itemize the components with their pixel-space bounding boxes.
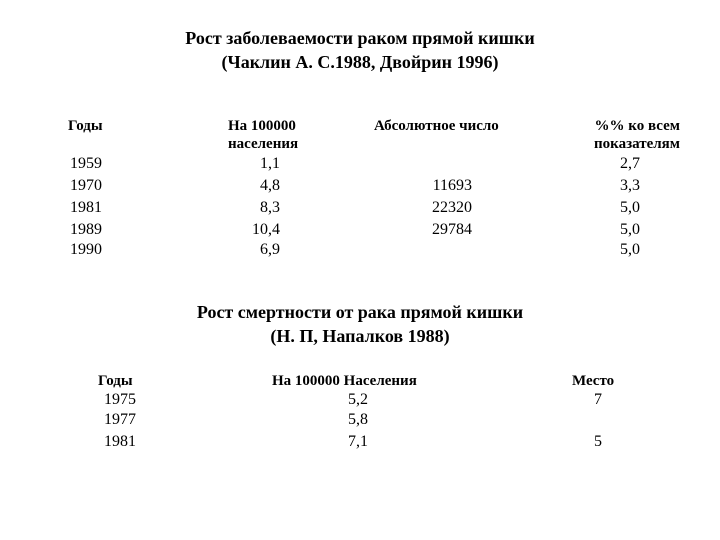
table1-cell-absolute: 11693: [432, 177, 472, 194]
table2-cell-year: 1977: [104, 411, 136, 428]
table2-cell-place: 7: [594, 391, 602, 408]
table2-title-line1: Рост смертности от рака прямой кишки: [196, 302, 524, 322]
table2-cell-place: 5: [594, 433, 602, 450]
table1-header-absolute: Абсолютное число: [374, 118, 499, 134]
table1-cell-per100k: 10,4: [252, 221, 280, 238]
table2-cell-per100k: 5,8: [348, 411, 368, 428]
table2-cell-per100k: 7,1: [348, 433, 368, 450]
table1-cell-percent: 5,0: [620, 221, 640, 238]
table1-cell-percent: 5,0: [620, 241, 640, 258]
table2-cell-per100k: 5,2: [348, 391, 368, 408]
table1-cell-percent: 2,7: [620, 155, 640, 172]
table1-header-years: Годы: [68, 118, 103, 134]
table1-cell-per100k: 8,3: [260, 199, 280, 216]
table1-cell-year: 1981: [70, 199, 102, 216]
table1-cell-absolute: 22320: [432, 199, 472, 216]
table2-cell-year: 1981: [104, 433, 136, 450]
table1-cell-per100k: 6,9: [260, 241, 280, 258]
table2-header-per100k: На 100000 Населения: [272, 373, 417, 389]
table1-header-percent-line2: показателям: [594, 136, 680, 152]
table1-cell-year: 1989: [70, 221, 102, 238]
table1-cell-percent: 3,3: [620, 177, 640, 194]
table1-cell-per100k: 1,1: [260, 155, 280, 172]
table2-title-line2: (Н. П, Напалков 1988): [270, 326, 450, 346]
table1-cell-per100k: 4,8: [260, 177, 280, 194]
table1-cell-year: 1970: [70, 177, 102, 194]
table1-title-line2: (Чаклин А. С.1988, Двойрин 1996): [221, 52, 499, 72]
table1-header-per100k-line1: На 100000: [228, 118, 296, 134]
table1-header-per100k-line2: населения: [228, 136, 299, 152]
table2-cell-year: 1975: [104, 391, 136, 408]
table1-cell-percent: 5,0: [620, 199, 640, 216]
table2-header-place: Место: [572, 373, 615, 389]
table1-cell-year: 1990: [70, 241, 102, 258]
table1-title-line1: Рост заболеваемости раком прямой кишки: [185, 28, 535, 48]
table1-cell-year: 1959: [70, 155, 102, 172]
table2-header-years: Годы: [98, 373, 133, 389]
table1-cell-absolute: 29784: [432, 221, 472, 238]
table1-header-percent-line1: %% ко всем: [594, 118, 680, 134]
